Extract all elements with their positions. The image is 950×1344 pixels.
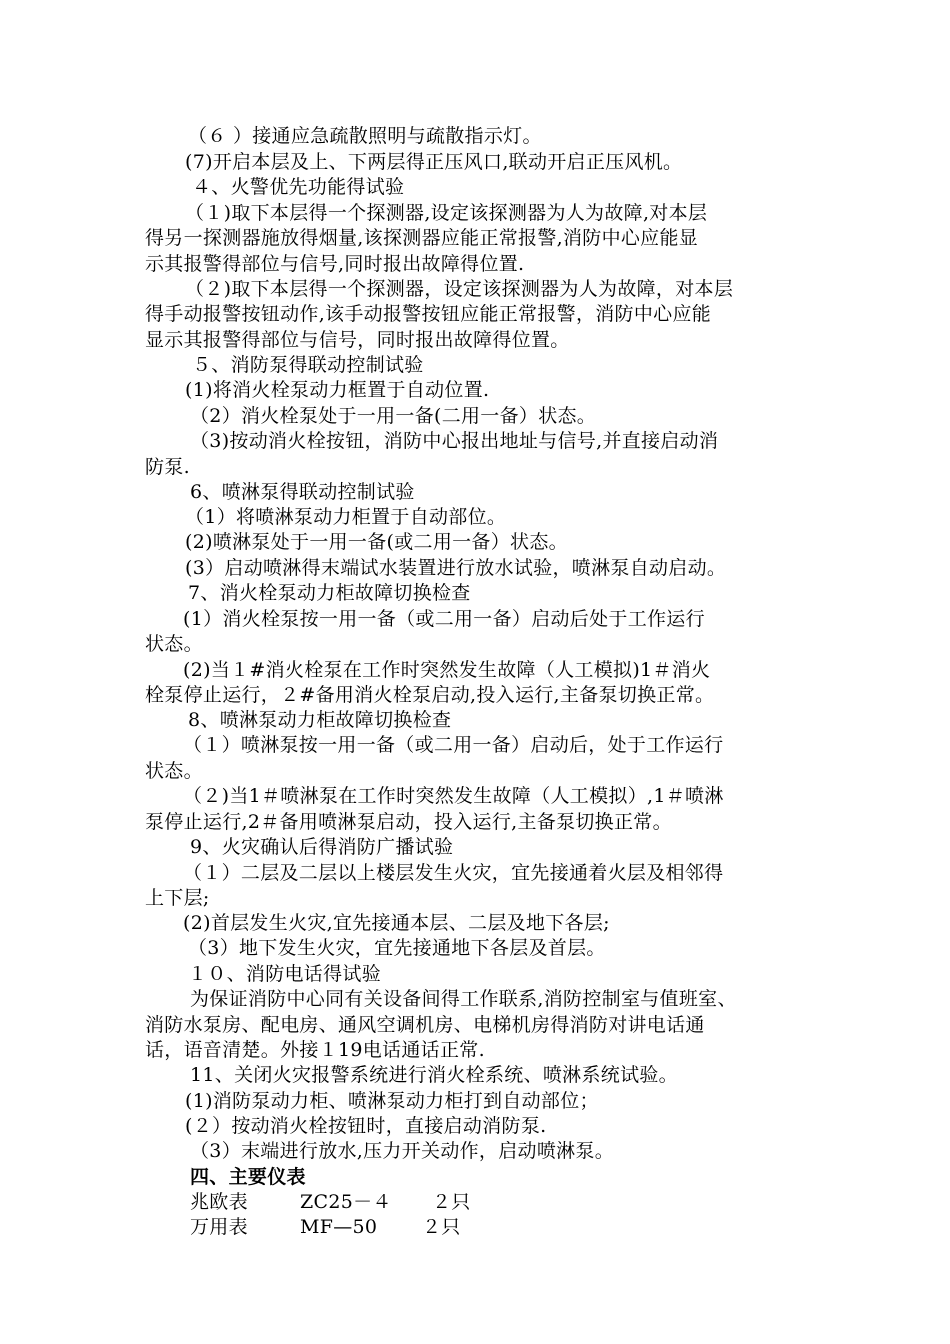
text-line: 话，语音清楚。外接１19电话通话正常. [145,1039,485,1061]
instrument-model: ZC25－４ [300,1191,392,1213]
instrument-qty: ２只 [422,1216,461,1238]
text-line: 泵停止运行,2＃备用喷淋泵启动，投入运行,主备泵切换正常。 [145,811,672,833]
instrument-qty: ２只 [432,1191,471,1213]
text-line: 上下层; [145,887,210,909]
text-line: (1)将消火栓泵动力框置于自动位置. [185,379,490,401]
text-line: 6、喷淋泵得联动控制试验 [190,481,415,503]
text-line: (2)喷淋泵处于一用一备(或二用一备）状态。 [185,531,568,553]
text-line: 显示其报警得部位与信号，同时报出故障得位置。 [145,329,570,351]
text-line: （3)按动消火栓按钮，消防中心报出地址与信号,并直接启动消 [190,430,719,452]
text-line: 状态。 [145,633,203,655]
text-line: （1）将喷淋泵动力柜置于自动部位。 [185,506,507,528]
text-line: （１）喷淋泵按一用一备（或二用一备）启动后，处于工作运行 [183,734,724,756]
text-line: 得另一探测器施放得烟量,该探测器应能正常报警,消防中心应能显 [145,227,699,249]
text-line: （２)取下本层得一个探测器，设定该探测器为人为故障，对本层 [185,278,734,300]
text-line: ５、消防泵得联动控制试验 [192,354,424,376]
text-line: 8、喷淋泵动力柜故障切换检查 [188,709,452,731]
text-line: (1)消防泵动力柜、喷淋泵动力柜打到自动部位； [185,1090,599,1112]
text-line: 栓泵停止运行，２#备用消火栓泵启动,投入运行,主备泵切换正常。 [145,684,715,706]
text-line: 消防水泵房、配电房、通风空调机房、电梯机房得消防对讲电话通 [145,1014,705,1036]
text-line: 9、火灾确认后得消防广播试验 [190,836,454,858]
text-line: 为保证消防中心同有关设备间得工作联系,消防控制室与值班室、 [190,988,737,1010]
text-line: (1）消火栓泵按一用一备（或二用一备）启动后处于工作运行 [183,608,705,630]
text-line: （６ ）接通应急疏散照明与疏散指示灯。 [188,125,542,147]
text-line: 示其报警得部位与信号,同时报出故障得位置. [145,253,525,275]
text-line: １０、消防电话得试验 [188,963,382,985]
text-line: 7、消火栓泵动力柜故障切换检查 [188,582,471,604]
text-line: ４、火警优先功能得试验 [192,176,405,198]
text-line: (3）启动喷淋得末端试水装置进行放水试验，喷淋泵自动启动。 [185,557,727,579]
text-line: （2）消火栓泵处于一用一备(二用一备）状态。 [190,405,597,427]
text-line: (7)开启本层及上、下两层得正压风口,联动开启正压风机。 [185,151,683,173]
text-line: （１）二层及二层以上楼层发生火灾，宜先接通着火层及相邻得 [183,862,724,884]
text-line: （１)取下本层得一个探测器,设定该探测器为人为故障,对本层 [185,202,708,224]
text-line: 状态。 [145,760,203,782]
instrument-model: MF—50 [300,1216,378,1238]
text-line: (2)当１#消火栓泵在工作时突然发生故障（人工模拟)1＃消火 [183,659,711,681]
instrument-name: 兆欧表 [190,1191,248,1213]
section-heading: 四、主要仪表 [190,1166,306,1188]
instrument-name: 万用表 [190,1216,248,1238]
text-line: （3）地下发生火灾，宜先接通地下各层及首层。 [188,937,606,959]
text-line: 11、关闭火灾报警系统进行消火栓系统、喷淋系统试验。 [190,1064,678,1086]
text-line: （3）末端进行放水,压力开关动作，启动喷淋泵。 [190,1140,615,1162]
text-line: 防泵. [145,456,190,478]
text-line: (2)首层发生火灾,宜先接通本层、二层及地下各层; [183,912,610,934]
text-line: (２）按动消火栓按钮时，直接启动消防泵. [185,1115,547,1137]
text-line: 得手动报警按钮动作,该手动报警按钮应能正常报警，消防中心应能 [145,303,712,325]
text-line: （２)当1＃喷淋泵在工作时突然发生故障（人工模拟）,1＃喷淋 [183,785,724,807]
